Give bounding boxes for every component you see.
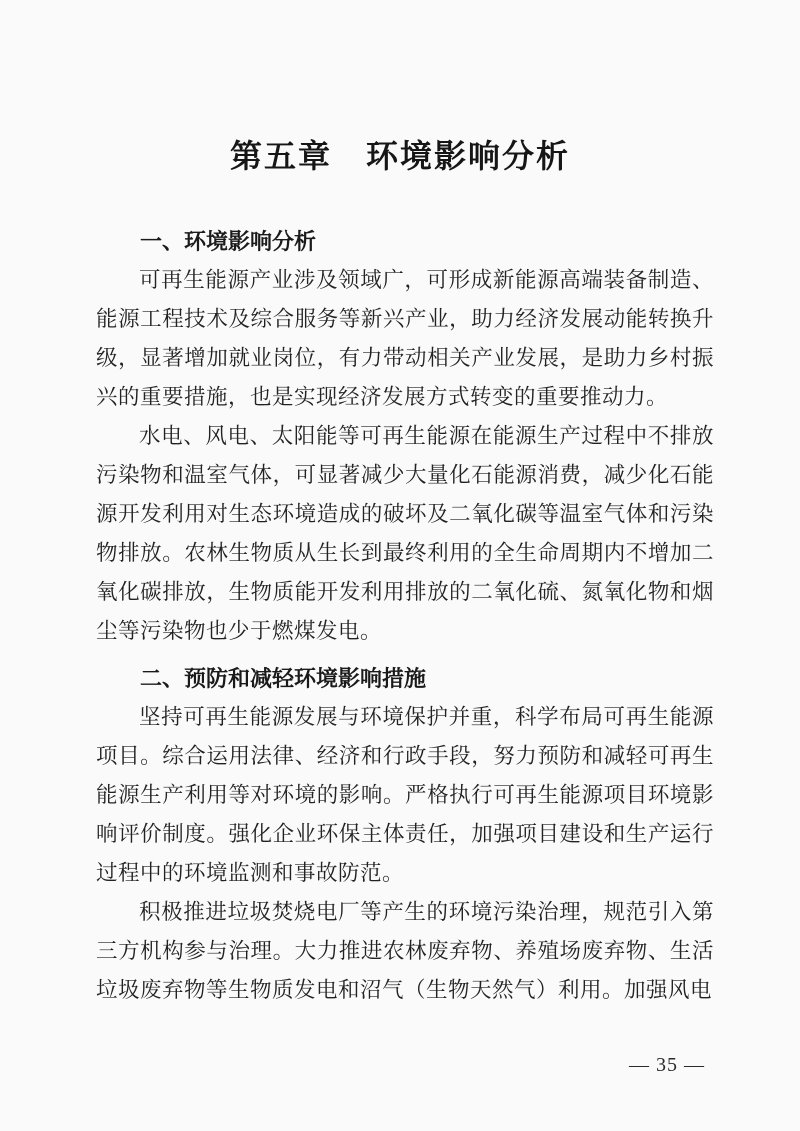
section-heading-2: 二、预防和减轻环境影响措施: [140, 666, 427, 691]
section-prevention-mitigation-measures: [96, 659, 714, 1010]
paragraph: 坚持可再生能源发展与环境保护并重，科学布局可再生能源项目。综合运用法律、经济和行政手段，努力预防和减轻可再生能源生产利用等对环境的影响。严格执行可再生能源项目环境影响评价制度。强化企业环保主体责任，加强项目建设和生产运行过程中的环境监测和事故防范。: [96, 705, 714, 885]
paragraph: 积极推进垃圾焚烧电厂等产生的环境污染治理，规范引入第三方机构参与治理。大力推进农林废弃物、养殖场废弃物、生活垃圾废弃物等生物质发电和沼气（生物天然气）利用。加强风电: [96, 900, 714, 1002]
section-environmental-impact-analysis: [96, 222, 714, 651]
chapter-title: 第五章 环境影响分析: [229, 138, 570, 174]
paragraph: 水电、风电、太阳能等可再生能源在能源生产过程中不排放污染物和温室气体，可显著减少大量化石能源消费，减少化石能源开发利用对生态环境造成的破坏及二氧化碳等温室气体和污染物排放。农林生物质从生长到最终利用的全生命周期内不增加二氧化碳排放，生物质能开发利用排放的二氧化硫、氮氧化物和烟尘等污染物也少于燃煤发电。: [96, 424, 714, 643]
page-number: — 35 —: [629, 1054, 705, 1076]
section-heading-1: 一、环境影响分析: [140, 229, 317, 254]
paragraph: 可再生能源产业涉及领域广，可形成新能源高端装备制造、能源工程技术及综合服务等新兴产业，助力经济发展动能转换升级，显著增加就业岗位，有力带动相关产业发展，是助力乡村振兴的重要措施，也是实现经济发展方式转变的重要推动力。: [96, 268, 714, 409]
document-content: [96, 222, 714, 1010]
